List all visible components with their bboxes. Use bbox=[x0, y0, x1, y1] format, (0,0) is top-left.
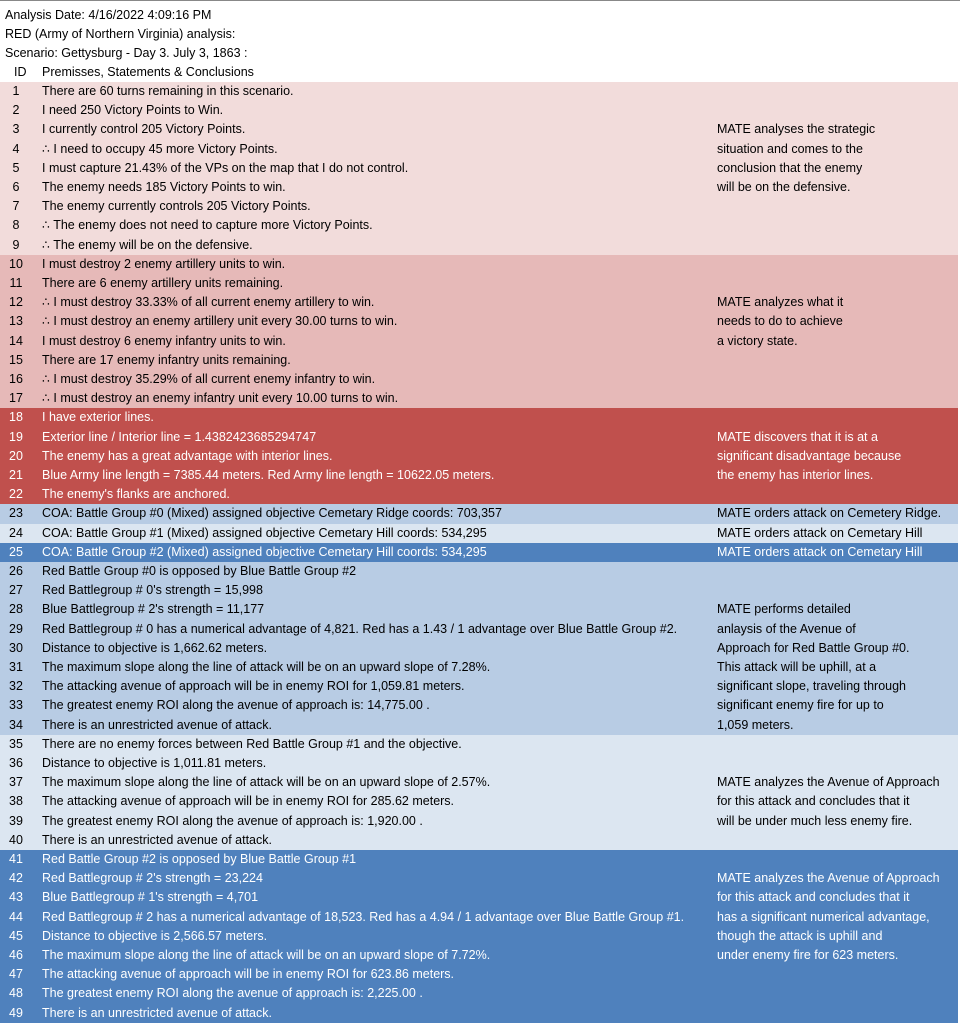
analysis-note-line: MATE analyzes the Avenue of Approach bbox=[717, 775, 940, 790]
table-row bbox=[0, 965, 958, 984]
analysis-note-line: significant disadvantage because bbox=[717, 448, 902, 463]
analysis-note-line: under enemy fire for 623 meters. bbox=[717, 947, 899, 962]
row-statement: Red Battlegroup # 2's strength = 23,224 bbox=[42, 871, 263, 886]
analysis-note-line: conclusion that the enemy bbox=[717, 160, 863, 175]
row-statement: There are 6 enemy artillery units remaining. bbox=[42, 276, 284, 290]
row-id: 47 bbox=[9, 967, 23, 982]
table-row bbox=[0, 408, 958, 427]
table-row bbox=[0, 831, 958, 850]
table-row bbox=[0, 754, 958, 773]
row-statement: There are no enemy forces between Red Battle Group #1 and the objective. bbox=[42, 736, 462, 751]
analysis-date: Analysis Date: 4/16/2022 4:09:16 PM bbox=[5, 8, 212, 22]
row-statement: Distance to objective is 1,011.81 meters. bbox=[42, 756, 267, 770]
analysis-note bbox=[717, 428, 901, 486]
table-row bbox=[0, 984, 958, 1003]
analysis-note-line: MATE analyzes what it bbox=[717, 295, 844, 310]
row-statement: The enemy needs 185 Victory Points to win. bbox=[42, 180, 286, 194]
analysis-note-line: MATE analyses the strategic bbox=[717, 122, 876, 137]
table-row bbox=[0, 524, 958, 543]
row-id: 14 bbox=[9, 333, 23, 348]
row-id: 42 bbox=[9, 871, 23, 886]
analysis-note-line: This attack will be uphill, at a bbox=[717, 659, 877, 674]
table-row bbox=[0, 370, 958, 389]
row-statement: ∴ I need to occupy 45 more Victory Points. bbox=[42, 141, 278, 156]
row-statement: I must capture 21.43% of the VPs on the map that I do not control. bbox=[42, 160, 409, 175]
row-statement: I have exterior lines. bbox=[42, 410, 154, 425]
row-id: 33 bbox=[9, 698, 23, 713]
table-row bbox=[0, 255, 958, 274]
row-comment: MATE orders attack on Cemetery Ridge. bbox=[717, 506, 942, 521]
row-comment: MATE orders attack on Cemetary Hill bbox=[717, 525, 923, 540]
row-statement: COA: Battle Group #0 (Mixed) assigned objective Cemetary Ridge coords: 703,357 bbox=[42, 506, 502, 521]
analysis-note-line: significant enemy fire for up to bbox=[717, 698, 884, 713]
row-statement: There are 17 enemy infantry units remaining. bbox=[42, 352, 291, 367]
row-id: 21 bbox=[9, 468, 23, 482]
row-statement: The maximum slope along the line of attack will be on an upward slope of 7.28%. bbox=[42, 660, 491, 674]
row-id: 40 bbox=[9, 832, 23, 847]
row-id: 1 bbox=[12, 84, 20, 98]
analysis-note-line: will be on the defensive. bbox=[717, 179, 851, 194]
row-statement: ∴ I must destroy 33.33% of all current enemy artillery to win. bbox=[42, 295, 375, 310]
row-id: 5 bbox=[12, 160, 20, 175]
row-statement: Red Battle Group #2 is opposed by Blue Battle Group #1 bbox=[42, 852, 357, 866]
row-id: 46 bbox=[9, 948, 23, 962]
row-statement: The enemy currently controls 205 Victory Points. bbox=[42, 199, 311, 214]
row-id: 48 bbox=[9, 986, 23, 1001]
row-id: 23 bbox=[9, 506, 23, 521]
row-statement: The maximum slope along the line of attack will be on an upward slope of 2.57%. bbox=[42, 775, 491, 790]
row-statement: Red Battlegroup # 2 has a numerical advantage of 18,523. Red has a 4.94 / 1 advantage over Blue Battle Group #1. bbox=[42, 909, 685, 924]
table-row bbox=[0, 735, 958, 754]
row-statement: The greatest enemy ROI along the avenue of approach is: 14,775.00 . bbox=[42, 698, 430, 713]
row-comment: MATE orders attack on Cemetary Hill bbox=[717, 544, 923, 559]
row-statement: The attacking avenue of approach will be in enemy ROI for 285.62 meters. bbox=[42, 794, 455, 809]
analysis-note-line: MATE discovers that it is at a bbox=[717, 429, 878, 444]
table-row bbox=[0, 101, 958, 120]
scenario-title: Scenario: Gettysburg - Day 3. July 3, 1863 : bbox=[5, 46, 248, 60]
row-statement: The enemy has a great advantage with interior lines. bbox=[42, 448, 333, 463]
table-row bbox=[0, 1004, 958, 1023]
row-id: 16 bbox=[9, 372, 23, 386]
row-statement: I need 250 Victory Points to Win. bbox=[42, 103, 224, 118]
row-statement: Red Battlegroup # 0 has a numerical advantage of 4,821. Red has a 1.43 / 1 advantage over Blue Battle Group #2. bbox=[42, 621, 678, 636]
row-id: 34 bbox=[9, 717, 23, 732]
row-id: 27 bbox=[9, 583, 23, 598]
row-id: 44 bbox=[9, 909, 23, 924]
table-row bbox=[0, 236, 958, 255]
row-statement: I currently control 205 Victory Points. bbox=[42, 122, 246, 137]
table-row bbox=[0, 543, 958, 562]
row-statement: ∴ I must destroy an enemy artillery unit every 30.00 turns to win. bbox=[42, 314, 398, 329]
row-statement: The enemy's flanks are anchored. bbox=[42, 487, 230, 502]
row-id: 35 bbox=[9, 736, 23, 751]
row-id: 11 bbox=[9, 276, 23, 290]
row-id: 10 bbox=[9, 256, 23, 271]
row-statement: The attacking avenue of approach will be in enemy ROI for 623.86 meters. bbox=[42, 967, 455, 982]
row-id: 29 bbox=[9, 621, 23, 636]
analysis-note-line: needs to do to achieve bbox=[717, 314, 843, 329]
table-row bbox=[0, 581, 958, 600]
row-id: 36 bbox=[9, 756, 23, 770]
column-header-id: ID bbox=[14, 65, 27, 79]
row-id: 17 bbox=[9, 391, 23, 406]
analysis-note-line: will be under much less enemy fire. bbox=[717, 813, 913, 828]
row-statement: I must destroy 6 enemy infantry units to win. bbox=[42, 333, 286, 348]
row-statement: There is an unrestricted avenue of attack. bbox=[42, 832, 272, 847]
row-statement: Red Battle Group #0 is opposed by Blue Battle Group #2 bbox=[42, 564, 357, 578]
row-statement: ∴ I must destroy an enemy infantry unit every 10.00 turns to win. bbox=[42, 391, 399, 406]
row-id: 3 bbox=[12, 122, 20, 137]
row-id: 37 bbox=[9, 775, 23, 790]
analysis-note-line: Approach for Red Battle Group #0. bbox=[717, 640, 910, 655]
row-id: 32 bbox=[9, 679, 23, 694]
row-id: 24 bbox=[9, 525, 23, 540]
row-id: 18 bbox=[9, 410, 23, 425]
row-statement: The greatest enemy ROI along the avenue of approach is: 2,225.00 . bbox=[42, 986, 423, 1001]
row-statement: The greatest enemy ROI along the avenue of approach is: 1,920.00 . bbox=[42, 813, 423, 828]
row-id: 31 bbox=[9, 660, 23, 674]
row-statement: Distance to objective is 1,662.62 meters. bbox=[42, 640, 268, 655]
analysis-note-line: though the attack is uphill and bbox=[717, 928, 883, 943]
column-header bbox=[0, 63, 960, 82]
table-row bbox=[0, 197, 958, 216]
table-row bbox=[0, 274, 958, 293]
row-id: 28 bbox=[9, 602, 23, 617]
analysis-note-line: 1,059 meters. bbox=[717, 717, 794, 732]
row-statement: ∴ I must destroy 35.29% of all current enemy infantry to win. bbox=[42, 372, 376, 386]
row-id: 38 bbox=[9, 794, 23, 809]
analysis-note bbox=[717, 869, 940, 965]
analysis-note-line: significant slope, traveling through bbox=[717, 679, 907, 694]
row-id: 2 bbox=[12, 103, 20, 118]
analysis-note-line: the enemy has interior lines. bbox=[717, 467, 874, 482]
row-id: 25 bbox=[9, 544, 23, 559]
table-row bbox=[0, 216, 958, 235]
row-id: 4 bbox=[12, 141, 20, 156]
row-statement: Red Battlegroup # 0's strength = 15,998 bbox=[42, 583, 263, 598]
row-id: 7 bbox=[12, 199, 20, 214]
analysis-side: RED (Army of Northern Virginia) analysis: bbox=[5, 27, 236, 41]
analysis-note-line: for this attack and concludes that it bbox=[717, 890, 910, 905]
table-row bbox=[0, 504, 958, 523]
row-id: 15 bbox=[9, 352, 23, 367]
table-row bbox=[0, 389, 958, 408]
row-id: 6 bbox=[12, 180, 20, 194]
analysis-note bbox=[717, 293, 843, 351]
analysis-note-line: MATE performs detailed bbox=[717, 602, 851, 617]
row-id: 49 bbox=[9, 1005, 23, 1020]
row-id: 22 bbox=[9, 487, 23, 502]
row-statement: Distance to objective is 2,566.57 meters. bbox=[42, 928, 268, 943]
analysis-note-line: situation and comes to the bbox=[717, 141, 863, 156]
row-statement: Blue Battlegroup # 1's strength = 4,701 bbox=[42, 890, 259, 905]
analysis-note bbox=[717, 600, 909, 734]
row-statement: There is an unrestricted avenue of attack. bbox=[42, 717, 272, 732]
analysis-note-line: anlaysis of the Avenue of bbox=[717, 621, 856, 636]
row-statement: There are 60 turns remaining in this scenario. bbox=[42, 84, 294, 98]
row-statement: Blue Battlegroup # 2's strength = 11,177 bbox=[42, 602, 265, 617]
analysis-note-line: a victory state. bbox=[717, 333, 798, 348]
row-statement: ∴ The enemy will be on the defensive. bbox=[42, 237, 253, 252]
row-statement: There is an unrestricted avenue of attack. bbox=[42, 1005, 272, 1020]
row-id: 9 bbox=[12, 237, 20, 252]
row-id: 43 bbox=[9, 890, 23, 905]
table-row bbox=[0, 562, 958, 581]
row-id: 26 bbox=[9, 564, 23, 578]
analysis-note-line: MATE analyzes the Avenue of Approach bbox=[717, 871, 940, 886]
table-row bbox=[0, 850, 958, 869]
table-row bbox=[0, 351, 958, 370]
analysis-note-line: has a significant numerical advantage, bbox=[717, 909, 930, 924]
row-id: 39 bbox=[9, 813, 23, 828]
row-id: 13 bbox=[9, 314, 23, 329]
row-statement: I must destroy 2 enemy artillery units to win. bbox=[42, 256, 286, 271]
row-id: 19 bbox=[9, 429, 23, 444]
row-statement: COA: Battle Group #1 (Mixed) assigned objective Cemetary Hill coords: 534,295 bbox=[42, 525, 487, 540]
row-statement: Blue Army line length = 7385.44 meters. Red Army line length = 10622.05 meters. bbox=[42, 468, 495, 482]
analysis-note bbox=[717, 773, 940, 831]
row-statement: ∴ The enemy does not need to capture more Victory Points. bbox=[42, 218, 373, 233]
row-statement: The maximum slope along the line of attack will be on an upward slope of 7.72%. bbox=[42, 948, 491, 962]
row-id: 20 bbox=[9, 448, 23, 463]
row-statement: Exterior line / Interior line = 1.4382423685294747 bbox=[42, 429, 317, 444]
row-statement: COA: Battle Group #2 (Mixed) assigned objective Cemetary Hill coords: 534,295 bbox=[42, 544, 487, 559]
row-id: 8 bbox=[12, 218, 20, 233]
row-id: 30 bbox=[9, 640, 23, 655]
table-row bbox=[0, 82, 958, 101]
analysis-note bbox=[717, 120, 875, 197]
row-id: 41 bbox=[9, 852, 23, 866]
row-statement: The attacking avenue of approach will be in enemy ROI for 1,059.81 meters. bbox=[42, 679, 465, 694]
table-row bbox=[0, 485, 958, 504]
sheet-top-border bbox=[0, 0, 960, 1]
row-id: 45 bbox=[9, 928, 23, 943]
analysis-note-line: for this attack and concludes that it bbox=[717, 794, 910, 809]
row-id: 12 bbox=[9, 295, 23, 310]
column-header-text: Premisses, Statements & Conclusions bbox=[42, 65, 254, 79]
